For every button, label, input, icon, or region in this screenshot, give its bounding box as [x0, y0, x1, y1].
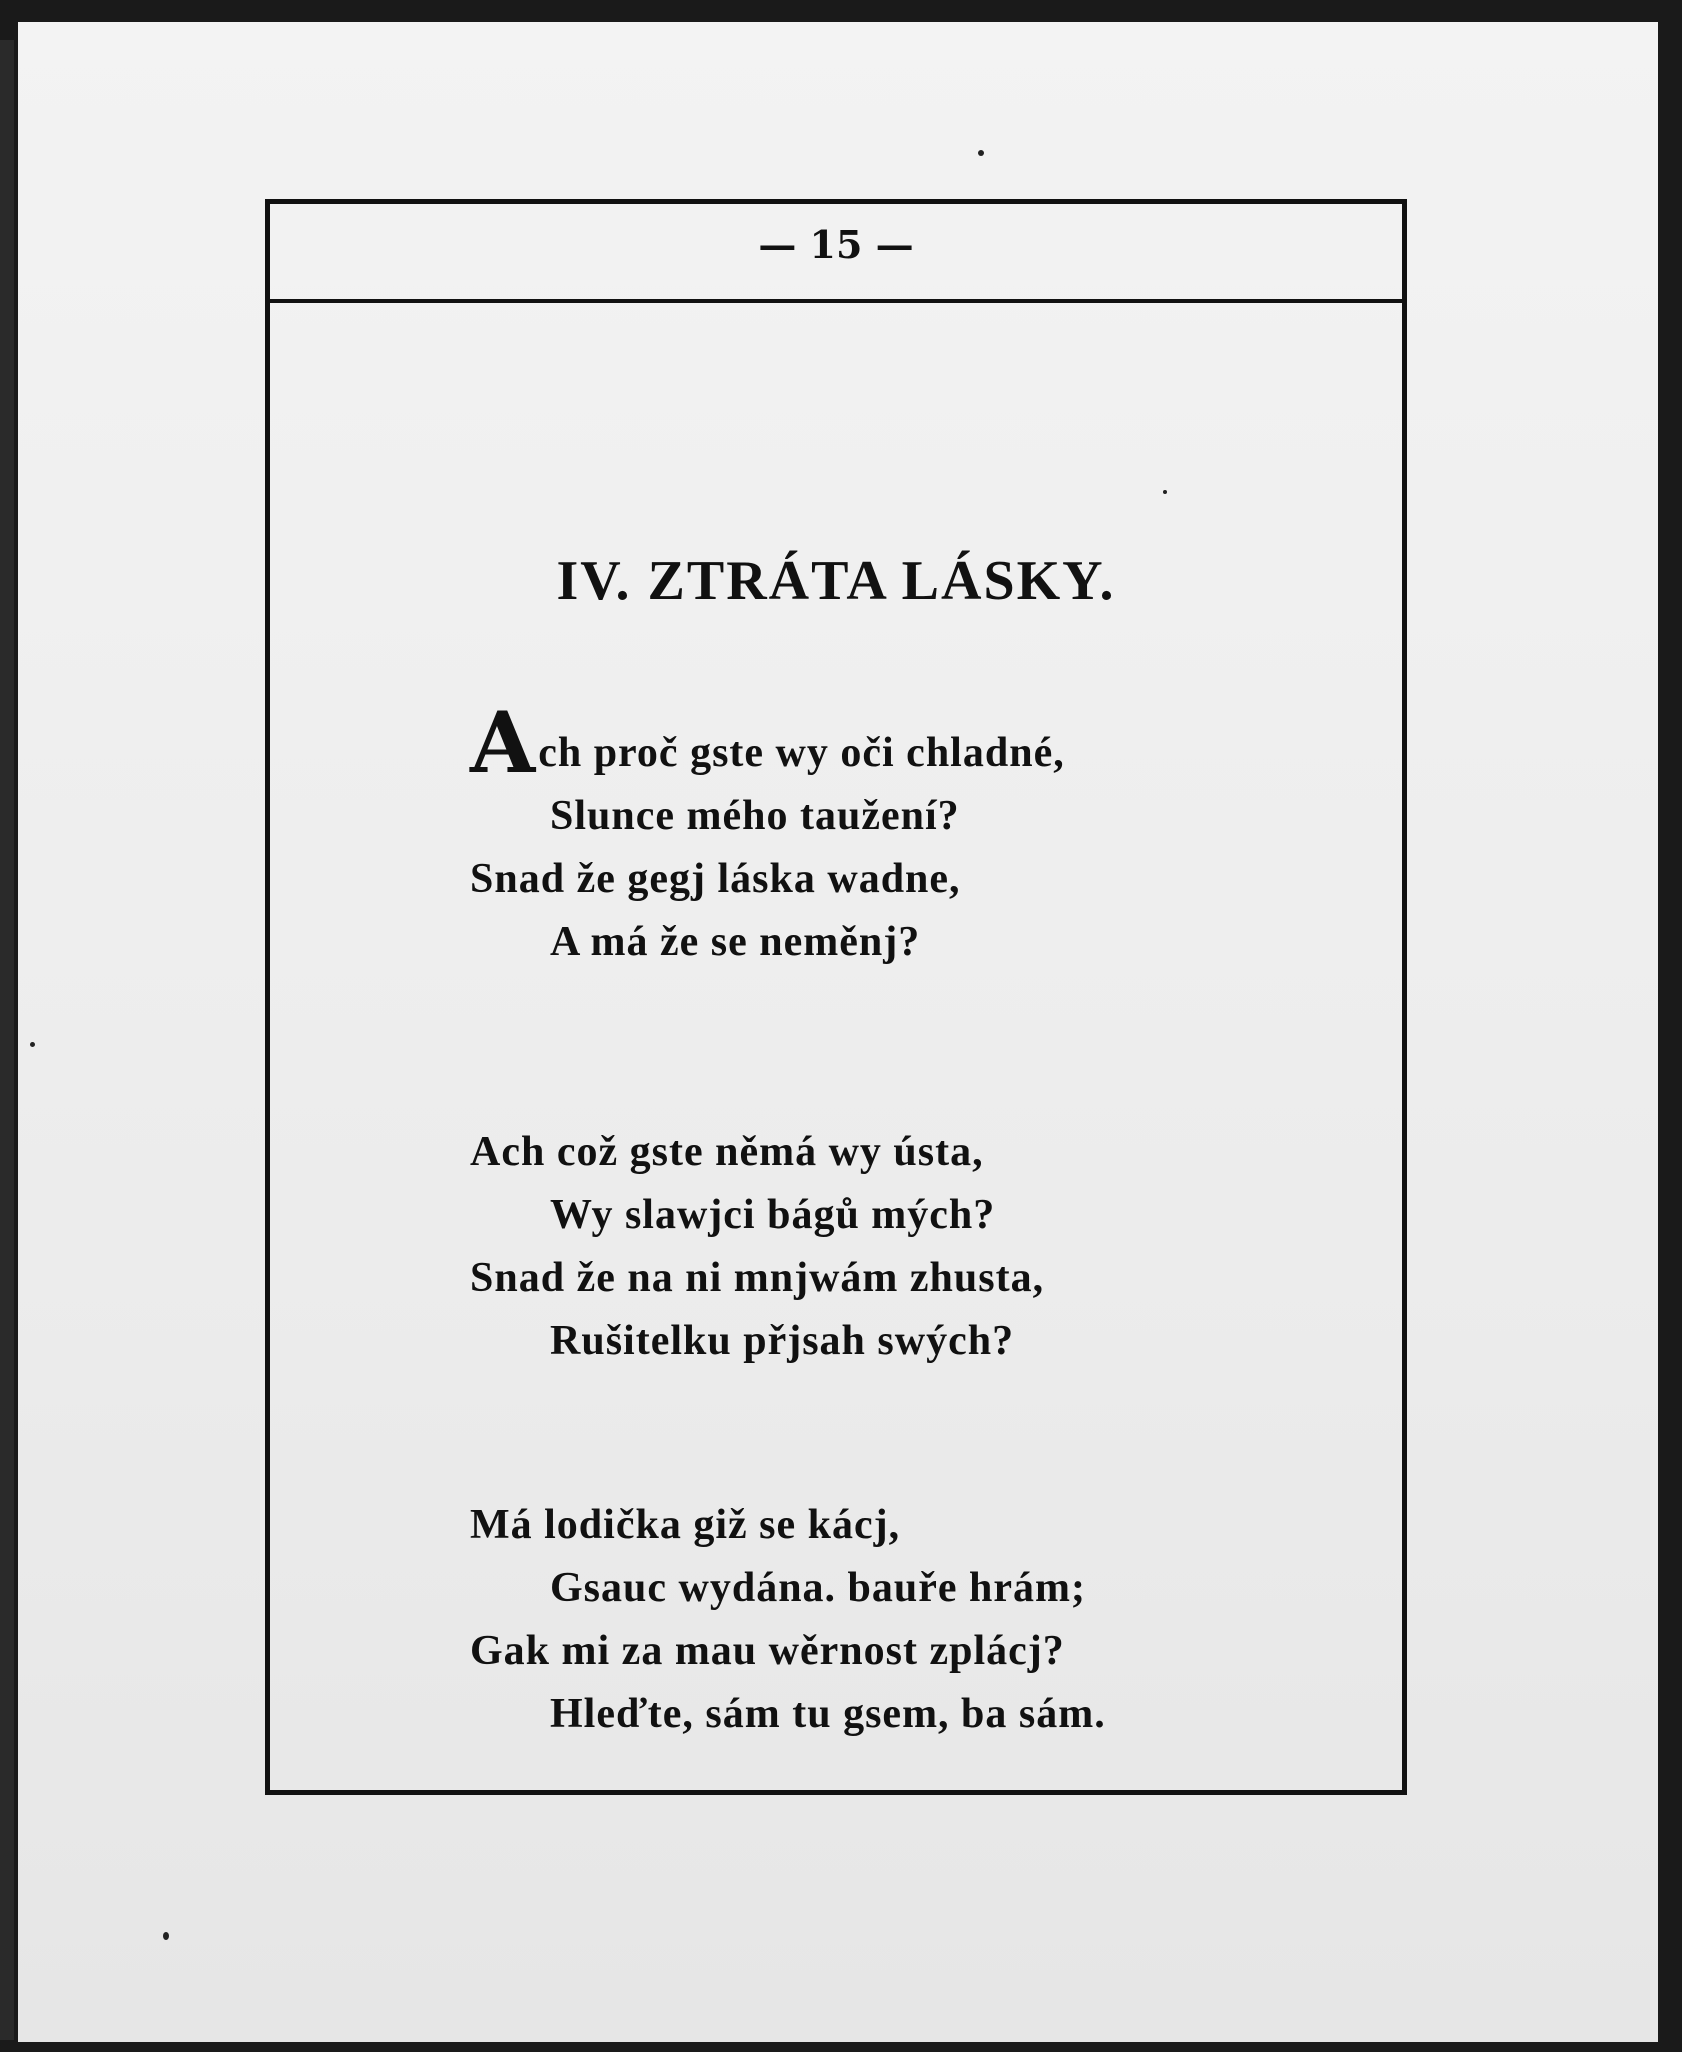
page-binding-edge	[0, 40, 14, 2040]
stanza-1-line-1-text: ch proč gste wy oči chladné,	[538, 730, 1065, 776]
stanza-1-line-1	[470, 693, 1370, 792]
stanza-1-line-4: A má že se neměnj?	[550, 919, 921, 965]
stanza-2-line-3: Snad že na ni mnjwám zhusta,	[470, 1255, 1045, 1301]
stanza-3	[470, 1494, 1370, 1746]
stanza-2-line-4: Rušitelku přjsah swých?	[550, 1318, 1015, 1364]
page-border-frame	[265, 199, 1407, 1795]
poem-title: IV. ZTRÁTA LÁSKY.	[556, 550, 1116, 612]
print-speck	[163, 1932, 169, 1940]
print-speck	[1163, 490, 1167, 494]
stanza-2-line-1: Ach což gste němá wy ústa,	[470, 1129, 984, 1175]
drop-cap: A	[470, 693, 537, 792]
stanza-2-line-2: Wy slawjci bágů mých?	[550, 1192, 996, 1238]
stanza-3-line-4: Hleďte, sám tu gsem, ba sám.	[550, 1691, 1106, 1737]
stanza-2	[470, 1121, 1370, 1373]
stanza-3-line-3: Gak mi za mau wěrnost zplácj?	[470, 1628, 1065, 1674]
stanza-3-line-2: Gsauc wydána. bauře hrám;	[550, 1565, 1087, 1611]
book-page	[18, 22, 1658, 2042]
stanza-1	[470, 693, 1370, 974]
print-speck	[978, 150, 984, 156]
stanza-1-line-2: Slunce mého taužení?	[550, 793, 960, 839]
header-rule	[270, 299, 1402, 303]
print-speck	[30, 1042, 35, 1047]
page-number: — 15 —	[758, 222, 914, 267]
stanza-3-line-1: Má lodička giž se kácj,	[470, 1502, 901, 1548]
stanza-1-line-3: Snad že gegj láska wadne,	[470, 856, 961, 902]
